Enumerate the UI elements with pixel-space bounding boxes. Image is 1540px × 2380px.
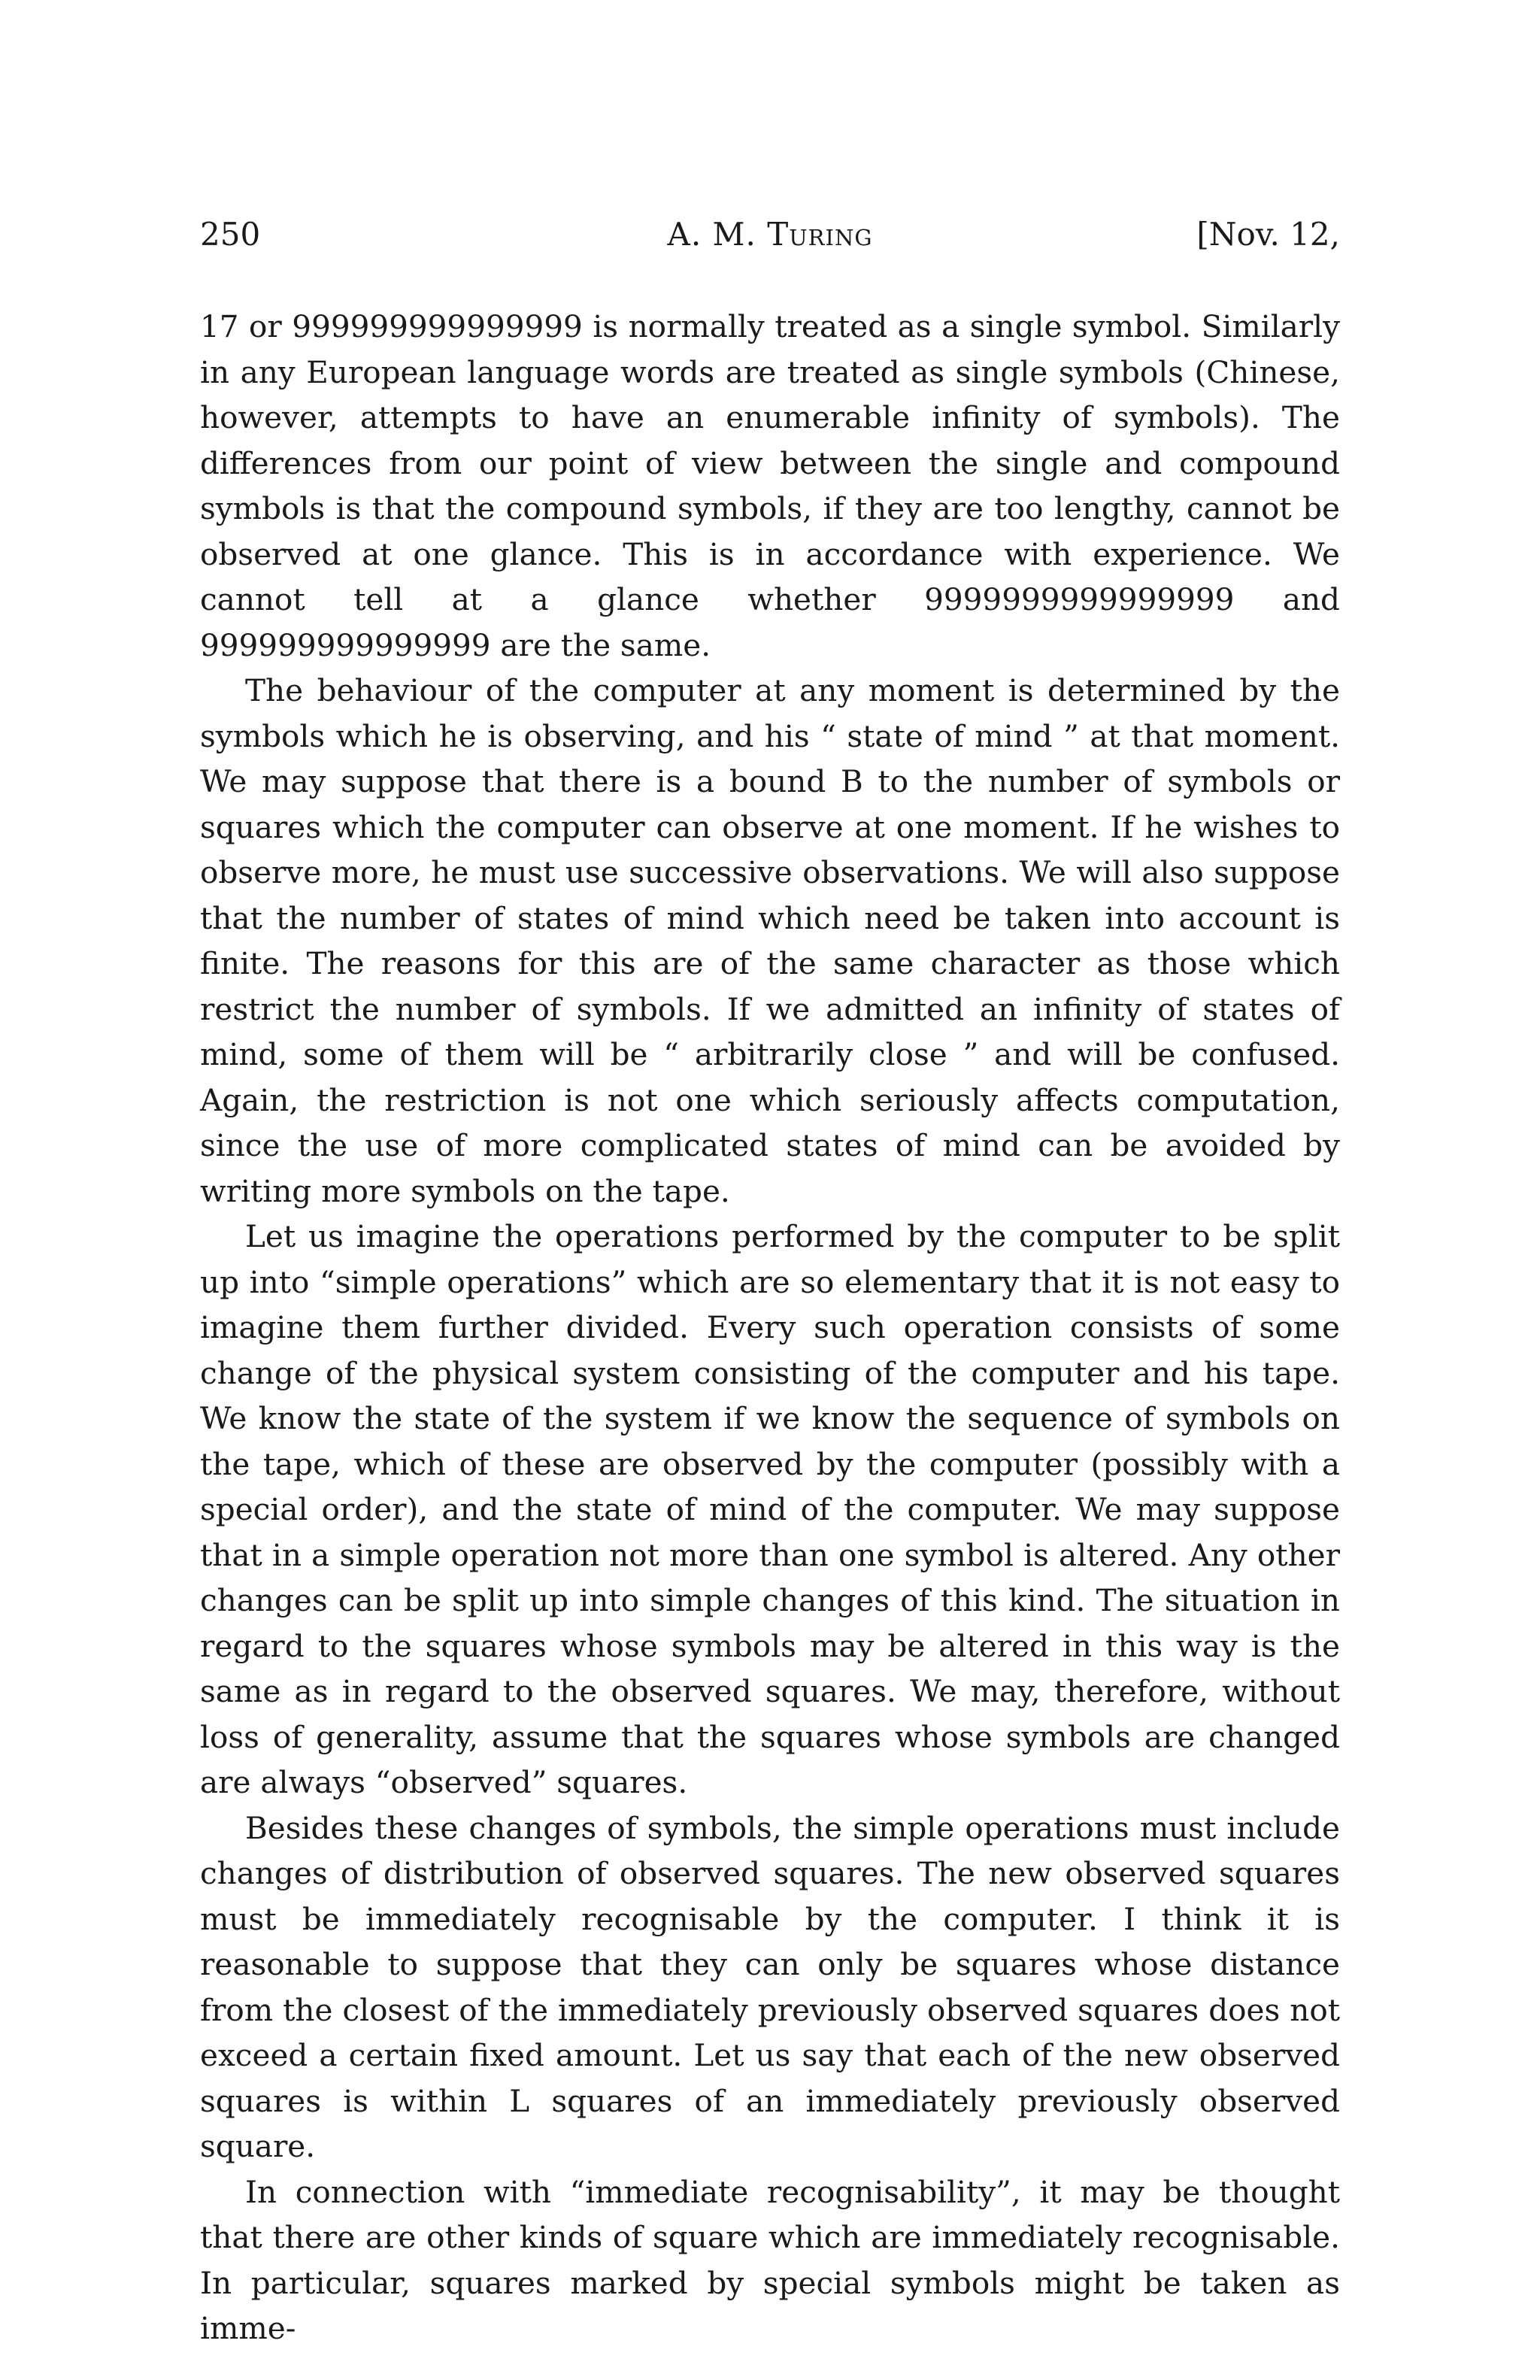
paragraph-2: The behaviour of the computer at any moment is determined by the symbols which he is observing, and his “ state of mind ” at that moment. We may suppose that there is a bound B to the number of symbols or squares which the computer can observe at one moment. If he wishes to observe more, he must use successive observations. We will also suppose that the number of states of mind which need be taken into account is finite. The reasons for this are of the same character as those which restrict the number of symbols. If we admitted an infinity of states of mind, some of them will be “ arbitrarily close ” and will be confused. Again, the restriction is not one which seriously affects computation, since the use of more complicated states of mind can be avoided by writing more symbols on the tape. bbox=[200, 672, 1340, 1209]
paragraph-3: Let us imagine the operations performed by the computer to be split up into “simple operations” which are so elementary that it is not easy to imagine them further divided. Every such operation consists of some change of the physical system consisting of the computer and his tape. We know the state of the system if we know the sequence of symbols on the tape, which of these are observed by the computer (possibly with a special order), and the state of mind of the computer. We may suppose that in a simple operation not more than one symbol is altered. Any other changes can be split up into simple changes of this kind. The situation in regard to the squares whose symbols may be altered in this way is the same as in regard to the observed squares. We may, therefore, without loss of generality, assume that the squares whose symbols are changed are always “observed” squares. bbox=[200, 1218, 1340, 1800]
running-head-author: A. M. Turing bbox=[667, 216, 873, 253]
paragraph-4: Besides these changes of symbols, the simple operations must include changes of distribution of observed squares. The new observed squares must be immediately recognisable by the computer. I think it is reasonable to suppose that they can only be squares whose distance from the closest of the immediately previously observed squares does not exceed a certain fixed amount. Let us say that each of the new observed squares is within L squares of an immediately previously observed square. bbox=[200, 1809, 1340, 2164]
running-head-date: [Nov. 12, bbox=[1196, 216, 1340, 253]
paragraph-5: In connection with “immediate recognisability”, it may be thought that there are other kinds of square which are immediately recognisable. In particular, squares marked by special symbols might be taken as imme- bbox=[200, 2173, 1340, 2346]
paragraph-1: 17 or 999999999999999 is normally treated as a single symbol. Similarly in any European language words are treated as single symbols (Chinese, however, attempts to have an enumerable infinity of symbols). The differences from our point of view between the single and compound symbols is that the compound symbols, if they are too lengthy, cannot be observed at one glance. This is in accordance with experience. We cannot tell at a glance whether 9999999999999999 and 999999999999999 are the same. bbox=[200, 308, 1340, 663]
running-head bbox=[200, 211, 1340, 259]
page-number: 250 bbox=[200, 216, 261, 253]
page bbox=[200, 211, 1340, 2351]
body-text bbox=[200, 304, 1340, 2351]
